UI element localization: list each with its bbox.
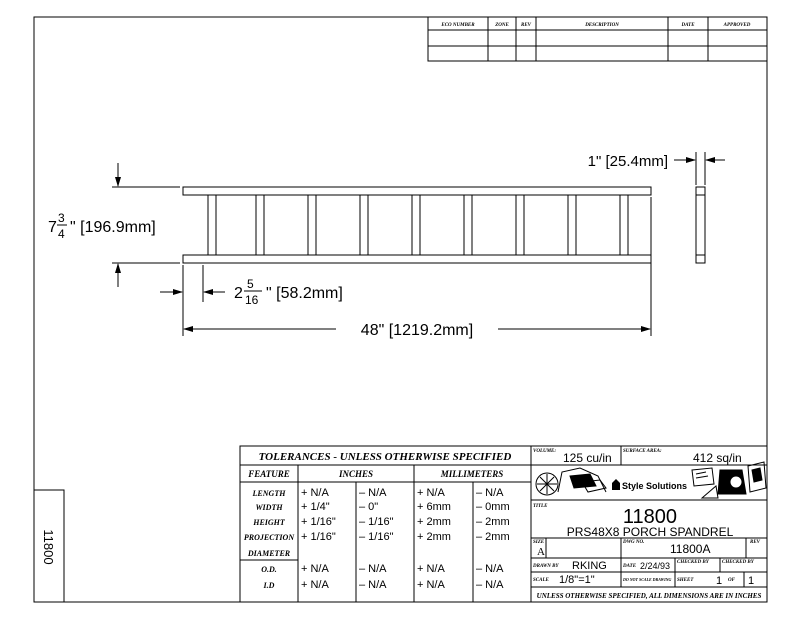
- spacing-whole: 2: [234, 285, 243, 302]
- spindle-8: [568, 195, 576, 255]
- surface-label: SURFACE AREA:: [623, 449, 662, 454]
- victorian-house-illustration-left: [536, 468, 606, 495]
- tolerance-mm-plus: + 2mm: [417, 531, 451, 543]
- height-numerator: 3: [58, 211, 65, 225]
- width-dimension-label: 48" [1219.2mm]: [360, 322, 474, 339]
- spacing-dimension: [160, 265, 225, 302]
- dwg-value: 11800A: [670, 542, 711, 556]
- company-logo: [536, 462, 766, 498]
- spacing-dimension-label: " [58.2mm]: [266, 285, 343, 302]
- tolerance-inch-plus: + N/A: [301, 579, 329, 591]
- noscale-label: DO NOT SCALE DRAWING: [623, 577, 672, 582]
- volume-label: VOLUME:: [533, 449, 557, 454]
- tolerance-inch-minus: – N/A: [359, 563, 387, 575]
- tolerance-col-inches: INCHES: [338, 469, 374, 479]
- width-dimension: [183, 197, 651, 336]
- spindle-4: [360, 195, 368, 255]
- spandrel-front-view: [183, 187, 651, 263]
- tolerance-mm-minus: – 2mm: [476, 531, 510, 543]
- size-label: SIZE: [533, 540, 545, 545]
- tolerance-inch-minus: – N/A: [359, 579, 387, 591]
- tolerance-inch-minus: – 1/16": [359, 516, 394, 528]
- tolerance-mm-minus: – 0mm: [476, 501, 510, 513]
- date-label: DATE: [623, 564, 637, 569]
- tolerance-feature: HEIGHT: [253, 518, 285, 527]
- size-value: A: [537, 546, 545, 558]
- thickness-dimension: [674, 152, 725, 185]
- tolerance-mm-plus: + N/A: [417, 563, 445, 575]
- rev-label: REV: [750, 540, 761, 545]
- tolerance-col-mm: MILLIMETERS: [440, 469, 504, 479]
- volume-value: 125 cu/in: [563, 451, 612, 465]
- part-number: 11800: [622, 506, 678, 528]
- spindle-7: [516, 195, 524, 255]
- tolerance-mm-minus: – N/A: [476, 487, 504, 499]
- tolerance-col-feature: FEATURE: [248, 469, 290, 479]
- house-icon: [612, 479, 620, 490]
- tolerance-inch-plus: + N/A: [301, 563, 329, 575]
- tolerance-mm-plus: + N/A: [417, 579, 445, 591]
- scale-label: SCALE: [533, 578, 549, 583]
- tolerance-inch-minus: – N/A: [359, 487, 387, 499]
- rev-header-eco: ECO NUMBER: [441, 23, 475, 28]
- tolerance-diameter-label: DIAMETER: [247, 549, 291, 558]
- rev-header-description: DESCRIPTION: [585, 23, 619, 28]
- side-label: 11800: [41, 529, 56, 565]
- tolerance-inch-plus: + 1/16": [301, 531, 336, 543]
- spacing-denominator: 16: [245, 293, 259, 307]
- tolerance-feature: I.D: [263, 581, 275, 590]
- tolerance-title: TOLERANCES - UNLESS OTHERWISE SPECIFIED: [258, 451, 512, 463]
- tolerance-mm-plus: + 6mm: [417, 501, 451, 513]
- sheet-label: SHEET: [677, 578, 694, 583]
- rev-header-approved: APPROVED: [723, 23, 751, 28]
- checked-label-2: CHECKED BY: [722, 560, 754, 565]
- tolerance-feature: WIDTH: [255, 503, 283, 512]
- tolerance-inch-plus: + 1/4": [301, 501, 330, 513]
- title-label: TITLE: [533, 504, 548, 509]
- spandrel-side-view: [696, 187, 705, 263]
- drawn-label: DRAWN BY: [533, 564, 559, 569]
- rev-header-zone: ZONE: [495, 23, 509, 28]
- surface-value: 412 sq/in: [693, 451, 742, 465]
- spindle-1: [208, 195, 216, 255]
- tolerance-inch-plus: + 1/16": [301, 516, 336, 528]
- checked-label: CHECKED BY: [677, 560, 709, 565]
- sheet-value: 1: [716, 575, 723, 587]
- drawn-value: RKING: [572, 560, 607, 572]
- height-whole: 7: [48, 219, 57, 236]
- title-footer: UNLESS OTHERWISE SPECIFIED, ALL DIMENSIONS ARE IN INCHES: [536, 592, 762, 600]
- tolerance-mm-minus: – N/A: [476, 579, 504, 591]
- rev-header-date: DATE: [681, 23, 695, 28]
- sheet-total: 1: [748, 575, 755, 587]
- height-dimension-label: " [196.9mm]: [70, 219, 156, 236]
- tolerance-feature: LENGTH: [252, 489, 286, 498]
- tolerance-inch-plus: + N/A: [301, 487, 329, 499]
- tolerance-mm-plus: + N/A: [417, 487, 445, 499]
- logo-text: Style Solutions: [622, 481, 688, 491]
- spindle-6: [464, 195, 472, 255]
- rev-header-rev: REV: [520, 23, 532, 28]
- thickness-dimension-label: 1" [25.4mm]: [587, 153, 668, 170]
- spacing-numerator: 5: [247, 277, 254, 291]
- height-denominator: 4: [58, 227, 65, 241]
- tolerance-mm-minus: – 2mm: [476, 516, 510, 528]
- victorian-house-illustration-right: [692, 462, 766, 498]
- tolerance-inch-minus: – 1/16": [359, 531, 394, 543]
- spindle-2: [256, 195, 264, 255]
- tolerance-mm-plus: + 2mm: [417, 516, 451, 528]
- tolerance-feature: O.D.: [261, 565, 277, 574]
- scale-value: 1/8"=1": [559, 574, 595, 586]
- spindle-5: [412, 195, 420, 255]
- date-value: 2/24/93: [640, 561, 671, 571]
- tolerance-mm-minus: – N/A: [476, 563, 504, 575]
- of-label: OF: [728, 578, 735, 583]
- spindle-9: [620, 195, 628, 255]
- spindle-3: [308, 195, 316, 255]
- tolerance-inch-minus: – 0": [359, 501, 379, 513]
- part-name: PRS48X8 PORCH SPANDREL: [566, 525, 734, 539]
- dwg-label: DWG NO.: [623, 540, 645, 545]
- tolerance-feature: PROJECTION: [243, 533, 295, 542]
